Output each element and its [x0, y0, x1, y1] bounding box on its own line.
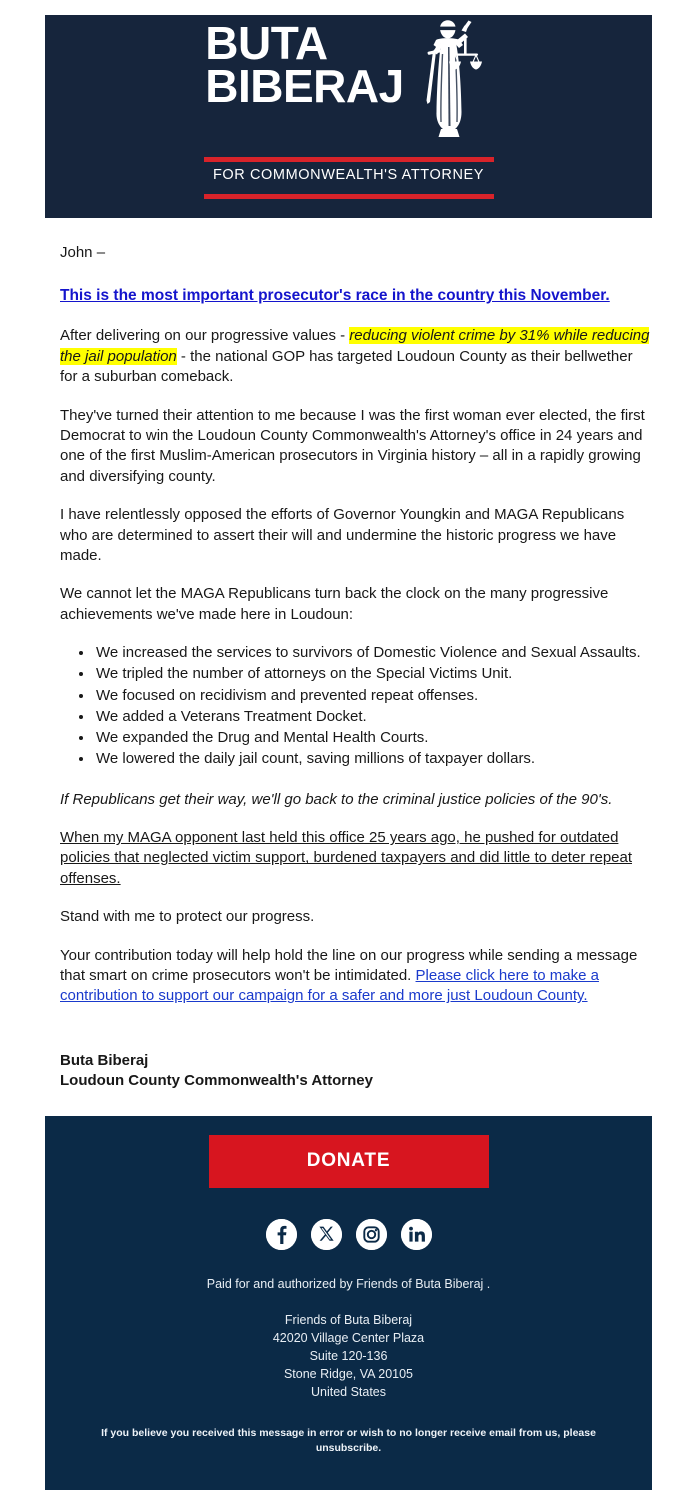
paragraph-intro	[60, 326, 652, 387]
campaign-logo	[204, 17, 494, 199]
email-body	[0, 218, 700, 1116]
unsubscribe-disclaimer[interactable]: If you believe you received this message in error or wish to no longer receive email from us, please unsubscribe.	[101, 1426, 596, 1454]
address-line: Suite 120-136	[309, 1349, 388, 1364]
logo-wordmark	[205, 17, 404, 112]
email-footer	[45, 1116, 652, 1490]
address-line: 42020 Village Center Plaza	[272, 1331, 425, 1345]
logo-name-first: BUTA	[205, 17, 328, 69]
paragraph-contribution-text: Your contribution today will help hold the line on our progress while sending a message that smart on crime prosecutors won't be intimidated.	[60, 946, 638, 984]
signature-block	[60, 1051, 652, 1116]
paragraph-opponent-underlined: When my MAGA opponent last held this office 25 years ago, he pushed for outdated policies that neglected victim support, burdened taxpayers and did little to deter repeat offenses.	[60, 829, 633, 887]
signature-title: Loudoun County Commonwealth's Attorney	[60, 1072, 373, 1090]
address-line: United States	[310, 1385, 387, 1400]
paragraph-warning-italic: If Republicans get their way, we'll go back to the criminal justice policies of the 90's.	[60, 790, 613, 808]
paragraph-call-to-action: Stand with me to protect our progress.	[60, 908, 315, 926]
lady-justice-icon	[406, 16, 492, 150]
email-container	[0, 15, 700, 1490]
mailing-address	[45, 1311, 652, 1402]
list-item: • We increased the services to survivors of Domestic Violence and Sexual Assaults.	[94, 643, 652, 663]
donate-button[interactable]: DONATE	[209, 1135, 489, 1188]
achievements-list	[60, 643, 652, 770]
paragraph-firsts: They've turned their attention to me because I was the first woman ever elected, the first Democrat to win the Loudoun County Commonwealth's Attorney's office in 24 years and one of the first Muslim-American prosecutors in Virginia history – all in a rapidly growing and diversifying county.	[60, 406, 645, 485]
email-header-banner	[45, 15, 652, 218]
paragraph-intro-after: - the national GOP has targeted Loudoun County as their bellwether for a suburban comeback.	[60, 347, 633, 386]
signature-name: Buta Biberaj	[60, 1051, 149, 1069]
address-line: Friends of Buta Biberaj	[284, 1312, 413, 1327]
contribution-link[interactable]: Please click here to make a contribution to support our campaign for a safer and more just Loudoun County.	[60, 967, 599, 1005]
social-links-row	[45, 1219, 652, 1250]
linkedin-icon[interactable]	[401, 1219, 432, 1250]
logo-rule-bottom	[204, 194, 494, 199]
paragraph-intro-highlight: reducing violent crime by 31% while reducing the jail population	[60, 327, 650, 365]
list-item: • We expanded the Drug and Mental Health Courts.	[94, 728, 652, 748]
list-item: • We tripled the number of attorneys on the Special Victims Unit.	[94, 664, 652, 684]
list-item: • We lowered the daily jail count, saving millions of taxpayer dollars.	[94, 749, 652, 769]
address-line: Stone Ridge, VA 20105	[283, 1367, 414, 1382]
greeting-line: John –	[60, 244, 106, 261]
facebook-icon[interactable]	[266, 1219, 297, 1250]
paragraph-intro-before: After delivering on our progressive values -	[60, 327, 350, 345]
paragraph-contribution	[60, 946, 652, 1007]
lede-headline-link[interactable]: This is the most important prosecutor's race in the country this November.	[60, 287, 610, 305]
paragraph-opposition: I have relentlessly opposed the efforts of Governor Youngkin and MAGA Republicans who are determined to assert their will and undermine the historic progress we have made.	[60, 506, 625, 564]
paid-for-disclosure: Paid for and authorized by Friends of Buta Biberaj .	[206, 1276, 491, 1291]
logo-tagline: FOR COMMONWEALTH'S ATTORNEY	[212, 167, 485, 183]
logo-name-last: BIBERAJ	[205, 59, 404, 112]
list-item: • We focused on recidivism and prevented repeat offenses.	[94, 686, 652, 706]
x-twitter-icon[interactable]	[311, 1219, 342, 1250]
paragraph-achievements-intro: We cannot let the MAGA Republicans turn back the clock on the many progressive achievements we've made here in Loudoun:	[60, 585, 609, 623]
instagram-icon[interactable]	[356, 1219, 387, 1250]
list-item: • We added a Veterans Treatment Docket.	[94, 707, 652, 727]
logo-top-row	[205, 17, 491, 150]
